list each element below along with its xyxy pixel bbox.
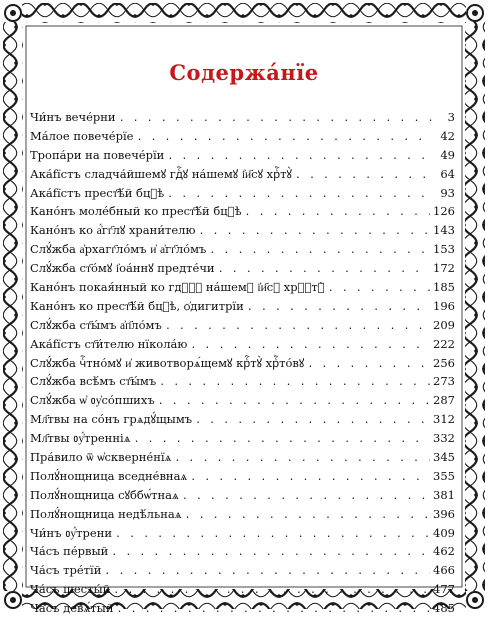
toc-entry-page-number: 64 [440, 166, 455, 181]
toc-entry-title: Ча́съ тре́тїй [30, 563, 102, 578]
toc-entry [30, 280, 455, 299]
toc-entry-title: Ака́fїстъ прест҃ѣ́й бцⷣѣ [30, 185, 165, 200]
toc-entry-title: Слꙋ́жба чⷭ҇тно́мꙋ и҆ животворѧ́щемꙋ крⷭ҇тꙋ̀ хрⷭ҇то́вꙋ [30, 355, 305, 370]
dot-leader [328, 283, 430, 294]
toc-entry [30, 526, 455, 545]
toc-entry [30, 507, 455, 526]
table-of-contents [30, 110, 455, 620]
dot-leader [119, 113, 432, 124]
toc-entry [30, 129, 455, 148]
toc-entry-page-number: 396 [433, 506, 455, 521]
toc-entry-title: Ча́съ девѧ́тый [30, 601, 114, 616]
toc-entry [30, 374, 455, 393]
toc-entry [30, 469, 455, 488]
toc-entry-page-number: 172 [433, 261, 455, 276]
dot-leader [190, 472, 430, 483]
dot-leader [185, 510, 431, 521]
dot-leader [247, 302, 430, 313]
toc-entry [30, 318, 455, 337]
toc-entry-title: Кано́нъ моле́бный ко прест҃ѣ́й бцⷣѣ [30, 204, 242, 219]
toc-entry-title: Слꙋ́жба а҆рхагг҃ло́мъ и҆ а҆гг҃ло́мъ [30, 242, 207, 257]
toc-entry-page-number: 49 [440, 147, 455, 162]
toc-entry-title: Ака́fїстъ сладча́йшемꙋ гдⷭ҇ꙋ на́шемꙋ і҆и҃сꙋ хрⷭ҇тꙋ̀ [30, 166, 292, 181]
toc-entry [30, 242, 455, 261]
toc-entry-page-number: 42 [440, 128, 455, 143]
toc-entry [30, 393, 455, 412]
toc-entry-page-number: 93 [440, 185, 455, 200]
toc-entry-page-number: 287 [433, 393, 455, 408]
dot-leader [113, 585, 430, 596]
toc-entry-title: Полꙋ́нощница сꙋббѡ́тнаѧ [30, 487, 179, 502]
toc-entry [30, 167, 455, 186]
toc-entry [30, 488, 455, 507]
toc-entry-title: Полꙋ́нощница вседне́внаѧ [30, 468, 188, 483]
toc-entry [30, 148, 455, 167]
toc-entry [30, 356, 455, 375]
toc-entry-title: Слꙋ́жба ст҃ы́мъ а҆п҃ло́мъ [30, 317, 162, 332]
dot-leader [133, 434, 430, 445]
dot-leader [195, 415, 430, 426]
toc-entry [30, 601, 455, 620]
toc-entry-page-number: 485 [433, 601, 455, 616]
toc-entry-page-number: 381 [433, 487, 455, 502]
toc-entry-title: Кано́нъ ко прест҃ѣ́й бцⷣѣ, ѻ҆дигитрїи [30, 298, 244, 313]
toc-entry-page-number: 462 [433, 544, 455, 559]
toc-entry [30, 261, 455, 280]
toc-entry-page-number: 355 [433, 468, 455, 483]
toc-entry-page-number: 143 [433, 223, 455, 238]
dot-leader [167, 151, 432, 162]
toc-entry-title: Кано́нъ ко а҆́гг҃лꙋ храни́телю [30, 223, 196, 238]
toc-entry-title: Чи́нъ ᲂу҆́трени [30, 525, 113, 540]
toc-entry-page-number: 409 [433, 525, 455, 540]
toc-entry-title: Ака́fїстъ ст҃и́телю нїкола́ю [30, 336, 188, 351]
toc-entry-title: Кано́нъ покая́нный ко гдⷭ҇ꙋ на́шемꙋ і҆и҃сꙋ хрⷭ҇тꙋ̀ [30, 280, 325, 295]
toc-entry-title: Слꙋ́жба ѡ҆ ᲂу҆со́пшихъ [30, 393, 155, 408]
dot-leader [104, 566, 430, 577]
toc-entry [30, 431, 455, 450]
toc-entry [30, 204, 455, 223]
toc-entry-title: Чи́нъ вече́рни [30, 110, 116, 124]
toc-entry-title: Слꙋ́жба ст҃о́мꙋ і҆оа́ннꙋ предте́чи [30, 261, 215, 276]
dot-leader [209, 245, 430, 256]
dot-leader [165, 321, 430, 332]
dot-leader [245, 207, 431, 218]
toc-entry-page-number: 185 [433, 280, 455, 295]
toc-entry-page-number: 209 [433, 317, 455, 332]
dot-leader [295, 170, 432, 181]
dot-leader [167, 189, 432, 200]
toc-entry-page-number: 477 [433, 582, 455, 597]
dot-leader [182, 491, 430, 502]
dot-leader [190, 340, 430, 351]
toc-entry-title: Пра́вило ѿ ѡ҆скверне́нїѧ [30, 450, 172, 465]
toc-entry-page-number: 196 [433, 298, 455, 313]
toc-entry-page-number: 153 [433, 242, 455, 257]
toc-entry [30, 186, 455, 205]
toc-entry-page-number: 345 [433, 450, 455, 465]
dot-leader [158, 396, 430, 407]
toc-entry [30, 223, 455, 242]
page-title: Содержа́нїе [169, 60, 319, 85]
dot-leader [174, 453, 430, 464]
dot-leader [111, 547, 430, 558]
toc-entry-page-number: 332 [433, 431, 455, 446]
toc-entry-title: Мл҃твы на со́нъ грѧдꙋ́щымъ [30, 412, 193, 427]
toc-entry [30, 110, 455, 129]
toc-entry-title: Слꙋ́жба всѣ́мъ ст҃ы́мъ [30, 374, 157, 389]
toc-entry-title: Мл҃твы ᲂу҆́тренніѧ [30, 431, 131, 446]
toc-entry-page-number: 3 [447, 110, 455, 124]
dot-leader [115, 529, 430, 540]
toc-entry-page-number: 273 [433, 374, 455, 389]
toc-entry-page-number: 126 [433, 204, 455, 219]
toc-entry-title: Ча́съ пе́рвый [30, 544, 109, 559]
toc-entry-page-number: 256 [433, 355, 455, 370]
dot-leader [198, 226, 430, 237]
toc-entry [30, 337, 455, 356]
toc-entry-page-number: 466 [433, 563, 455, 578]
toc-entry-title: Ча́съ шесты́й [30, 582, 111, 597]
toc-entry-title: Полꙋ́нощница недѣ́льнаѧ [30, 506, 182, 521]
toc-entry [30, 544, 455, 563]
toc-entry [30, 563, 455, 582]
dot-leader [159, 377, 430, 388]
toc-entry-page-number: 312 [433, 412, 455, 427]
toc-entry [30, 582, 455, 601]
toc-entry-title: Тропа́ри на повече́рїи [30, 147, 165, 162]
toc-entry-page-number: 222 [433, 336, 455, 351]
dot-leader [136, 132, 432, 143]
toc-entry [30, 299, 455, 318]
toc-entry-title: Ма́лое повече́рїе [30, 128, 134, 143]
dot-leader [116, 604, 430, 615]
dot-leader [218, 264, 430, 275]
toc-entry [30, 412, 455, 431]
toc-entry [30, 450, 455, 469]
dot-leader [307, 359, 430, 370]
